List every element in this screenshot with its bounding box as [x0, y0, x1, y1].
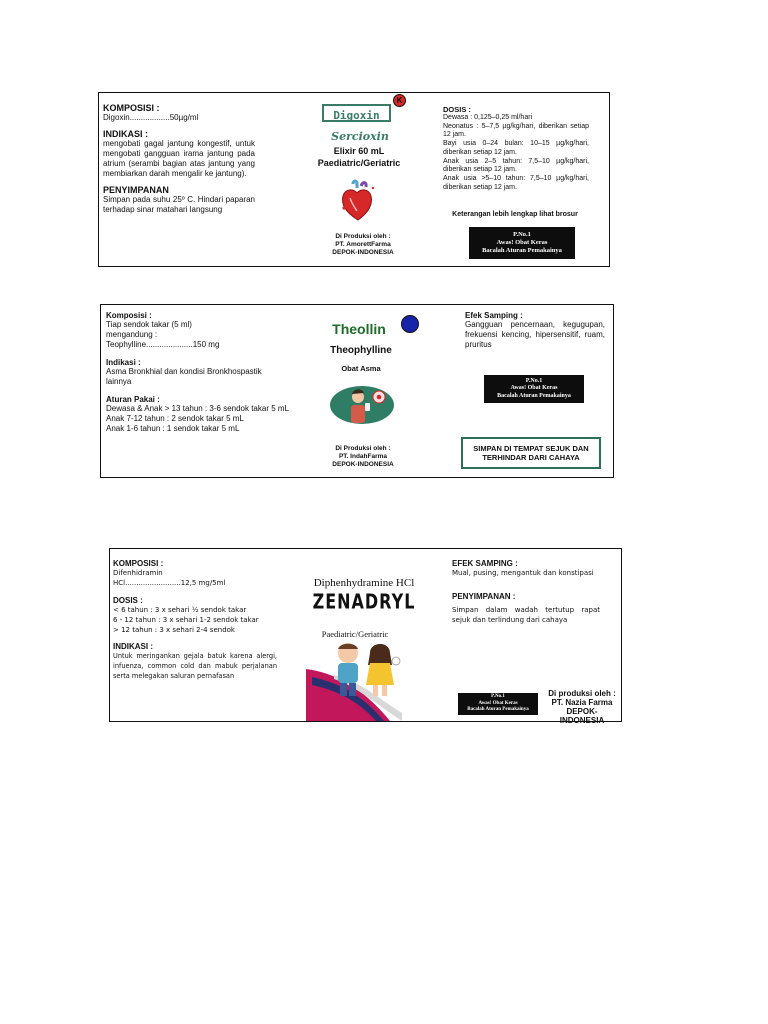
producer-company: PT. IndahFarma	[338, 453, 388, 460]
dosis-line: Neonatus : 5–7,5 µg/kg/hari, diberikan setiap 12 jam.	[443, 122, 589, 139]
dosis-title: DOSIS :	[113, 596, 143, 605]
producer-title: Di produksi oleh :	[548, 689, 616, 698]
dosis-line: > 12 tahun : 3 x sehari 2-4 sendok	[113, 626, 235, 634]
producer-block	[546, 689, 618, 725]
k-badge	[393, 94, 406, 107]
digoxin-left-column	[103, 103, 255, 215]
producer-block	[299, 445, 427, 469]
penyimpanan-text: Simpan dalam wadah tertutup rapat sejuk dan terlindung dari cahaya	[452, 606, 600, 624]
paediatric-text: Paediatric/Geriatric	[317, 158, 401, 168]
dosis-line: 6 - 12 tahun : 3 x sehari 1-2 sendok takar	[113, 616, 259, 624]
warning-line: Bacalah Aturan Pemakainya	[467, 707, 529, 713]
efek-title: EFEK SAMPING :	[452, 559, 518, 568]
theollin-right-column	[465, 311, 605, 350]
heart-illustration	[335, 178, 381, 224]
warning-line: Awas! Obat Keras	[478, 700, 518, 706]
children-illustration	[328, 639, 402, 699]
warning-line: Bacalah Aturan Pemakainya	[482, 247, 562, 254]
warning-line: P.No.1	[491, 694, 505, 700]
aturan-line: Anak 1-6 tahun : 1 sendok takar 5 mL	[106, 424, 240, 433]
dosis-line: Bayi usia 0–24 bulan: 10–15 µg/kg/hari, diberikan setiap 12 jam.	[443, 140, 589, 156]
komposisi-line: Tiap sendok takar (5 ml)	[106, 320, 192, 329]
producer-city: DEPOK-INDONESIA	[559, 707, 605, 725]
efek-text: Mual, pusing, mengantuk dan konstipasi	[452, 569, 594, 577]
storage-text: SIMPAN DI TEMPAT SEJUK DAN TERHINDAR DARI CAHAYA	[473, 443, 589, 462]
indikasi-text: mengobati gagal jantung kongestif, untuk mengobati gangguan irama jantung pada atrium (serambi bagian atas jantung yang membiarkan darah mengalir ke jantung).	[103, 139, 255, 178]
theollin-left-column	[106, 311, 302, 434]
warning-line: Awas! Obat Keras	[510, 385, 558, 392]
penyimpanan-title: PENYIMPANAN :	[452, 592, 516, 601]
generic-name: Diphenhydramine HCl	[313, 577, 415, 589]
paediatric-text: Paediatric/Geriatric	[321, 629, 389, 639]
warning-box	[469, 227, 575, 259]
zenadryl-right-column	[452, 559, 600, 625]
producer-block	[299, 233, 427, 257]
theollin-label	[100, 304, 614, 478]
zenadryl-label	[109, 548, 622, 725]
producer-title: Di Produksi oleh :	[335, 233, 391, 240]
brand-name: ZENADRYL	[312, 589, 416, 614]
aturan-line: Anak 7-12 tahun : 2 sendok takar 5 mL	[106, 414, 244, 423]
indikasi-title: Indikasi :	[106, 358, 141, 367]
komposisi-line: Digoxin..................50µg/ml	[103, 113, 199, 122]
indikasi-text: Asma Bronkhial dan kondisi Bronkhospastik lainnya	[106, 367, 262, 386]
zenadryl-left-column	[113, 559, 277, 681]
warning-line: Bacalah Aturan Pemakainya	[497, 392, 571, 399]
generic-name: Theophylline	[330, 345, 392, 356]
producer-city: DEPOK-INDONESIA	[332, 249, 394, 256]
penyimpanan-title: PENYIMPANAN	[103, 185, 169, 195]
indikasi-text: Untuk meringankan gejala batuk karena alergi, infuenza, common cold dan mabuk perjalanan serta melegakan saluran pernafasan	[113, 652, 277, 680]
asthma-illustration	[329, 383, 395, 425]
brand-name: Theollin	[332, 321, 386, 337]
komposisi-title: KOMPOSISI :	[113, 559, 164, 568]
obat-asma-text: Obat Asma	[341, 364, 381, 373]
k-badge-letter: K	[396, 96, 403, 105]
aturan-line: Dewasa & Anak > 13 tahun : 3-6 sendok takar 5 mL	[106, 404, 289, 413]
producer-company: PT. AmorettFarma	[335, 241, 391, 248]
komposisi-line: mengandung :	[106, 330, 158, 339]
aturan-title: Aturan Pakai :	[106, 395, 160, 404]
komposisi-title: KOMPOSISI :	[103, 103, 160, 113]
keterangan-text: Keterangan lebih lengkap lihat brosur	[452, 211, 578, 218]
indikasi-title: INDIKASI :	[113, 642, 153, 651]
dosis-line: Dewasa : 0,125–0,25 ml/hari	[443, 114, 533, 121]
digoxin-right-column	[443, 105, 589, 192]
efek-title: Efek Samping :	[465, 311, 523, 320]
dosis-line: Anak usia >5–10 tahun: 7,5–10 µg/kg/hari, diberikan setiap 12 jam.	[443, 174, 589, 191]
komposisi-line: Teophylline.....................150 mg	[106, 340, 220, 349]
dosis-line: < 6 tahun : 3 x sehari ½ sendok takar	[113, 606, 247, 614]
warning-line: Awas! Obat Keras	[496, 239, 548, 246]
elixir-volume: Elixir 60 mL	[333, 146, 385, 156]
producer-title: Di Produksi oleh :	[335, 445, 391, 452]
storage-box	[461, 437, 601, 469]
penyimpanan-text: Simpan pada suhu 25º C. Hindari paparan terhadap sinar matahari langsung	[103, 195, 255, 214]
blue-dot	[401, 315, 419, 333]
digoxin-brand-box	[322, 104, 391, 122]
warning-line: P.No.1	[513, 231, 531, 238]
komposisi-line: Difenhidramin	[113, 569, 163, 577]
warning-line: P.No.1	[525, 377, 543, 384]
warning-box	[458, 693, 538, 715]
warning-box	[484, 375, 584, 403]
script-name: Sercioxin	[331, 130, 389, 143]
indikasi-title: INDIKASI :	[103, 129, 148, 139]
brand-name: Digoxin	[333, 109, 380, 122]
dosis-line: Anak usia 2–5 tahun: 7,5–10 µg/kg/hari, diberikan setiap 12 jam.	[443, 157, 589, 174]
producer-company: PT. Nazia Farma	[551, 698, 613, 707]
efek-text: Gangguan pencernaan, kegugupan, frekuensi kencing, hipersensitif, ruam, pruritus	[465, 320, 605, 349]
dosis-title: DOSIS :	[443, 105, 471, 114]
producer-city: DEPOK-INDONESIA	[332, 461, 394, 468]
digoxin-label	[98, 92, 610, 267]
komposisi-title: Komposisi :	[106, 311, 152, 320]
komposisi-line: HCl.........................12,5 mg/5ml	[113, 579, 226, 587]
